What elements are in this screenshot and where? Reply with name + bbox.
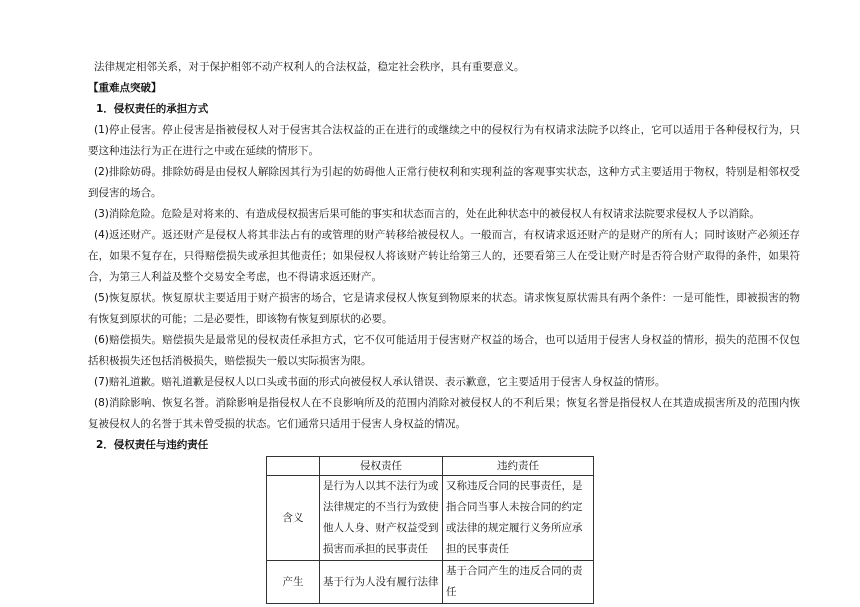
table-header-row <box>267 457 594 476</box>
comparison-table <box>266 456 594 604</box>
table-cell: 基于合同产生的违反合同的责任 <box>443 561 594 604</box>
section-2-title: 2．侵权责任与违约责任 <box>96 439 209 451</box>
table-header-cell <box>267 457 320 476</box>
item-5-paragraph: (5)恢复原状。恢复原状主要适用于财产损害的场合，它是请求侵权人恢复到物原来的状态。请求恢复原状需具有两个条件：一是可能性，即被损害的物有恢复到原状的可能；二是必要性，即该物有恢复到原状的必要。 <box>88 292 800 325</box>
item-8-paragraph: (8)消除影响、恢复名誉。消除影响是指侵权人在不良影响所及的范围内消除对被侵权人的不利后果；恢复名誉是指侵权人在其造成损害所及的范围内恢复被侵权人的名誉于其未曾受损的状态。它们通常只适用于侵害人身权益的情况。 <box>88 397 800 430</box>
table-row-label: 含义 <box>267 476 320 561</box>
table-cell: 是行为人以其不法行为或法律规定的不当行为致使他人人身、财产权益受到损害而承担的民事责任 <box>320 476 443 561</box>
table-row-label: 产生 <box>267 561 320 604</box>
section-heading: 【重难点突破】 <box>88 82 162 94</box>
item-1-paragraph: (1)停止侵害。停止侵害是指被侵权人对于侵害其合法权益的正在进行的或继续之中的侵权行为有权请求法院予以终止，它可以适用于各种侵权行为，只要这种违法行为正在进行之中或在延续的情形下。 <box>88 124 800 157</box>
item-7-paragraph: (7)赔礼道歉。赔礼道歉是侵权人以口头或书面的形式向被侵权人承认错误、表示歉意，它主要适用于侵害人身权益的情形。 <box>94 376 666 388</box>
table-cell: 又称违反合同的民事责任，是指合同当事人未按合同的约定或法律的规定履行义务所应承担的民事责任 <box>443 476 594 561</box>
item-4-paragraph: (4)返还财产。返还财产是侵权人将其非法占有的或管理的财产转移给被侵权人。一般而言，有权请求返还财产的是财产的所有人；同时该财产必须还存在，如果不复存在，只得赔偿损失或承担其他责任；如果侵权人将该财产转让给第三人的，还要看第三人在受让财产时是否符合财产取得的条件，如果符合，为第三人利益及整个交易安全考虑，也不得请求返还财产。 <box>88 229 800 283</box>
table-cell: 基于行为人没有履行法律 <box>320 561 443 604</box>
item-6-paragraph: (6)赔偿损失。赔偿损失是最常见的侵权责任承担方式，它不仅可能适用于侵害财产权益的场合，也可以适用于侵害人身权益的情形，损失的范围不仅包括积极损失还包括消极损失，赔偿损失一般以实际损害为限。 <box>88 334 800 367</box>
item-3-paragraph: (3)消除危险。危险是对将来的、有造成侵权损害后果可能的事实和状态而言的，处在此种状态中的被侵权人有权请求法院要求侵权人予以消除。 <box>94 208 760 220</box>
table-row <box>267 561 594 604</box>
table-header-cell: 侵权责任 <box>320 457 443 476</box>
table-row <box>267 476 594 561</box>
section-1-title: 1．侵权责任的承担方式 <box>96 103 209 115</box>
item-2-paragraph: (2)排除妨碍。排除妨碍是由侵权人解除因其行为引起的妨碍他人正常行使权利和实现利益的客观事实状态，这种方式主要适用于物权，特别是相邻权受到侵害的场合。 <box>88 166 800 199</box>
table-header-cell: 违约责任 <box>443 457 594 476</box>
intro-paragraph: 法律规定相邻关系，对于保护相邻不动产权利人的合法权益，稳定社会秩序，具有重要意义。 <box>94 61 525 73</box>
